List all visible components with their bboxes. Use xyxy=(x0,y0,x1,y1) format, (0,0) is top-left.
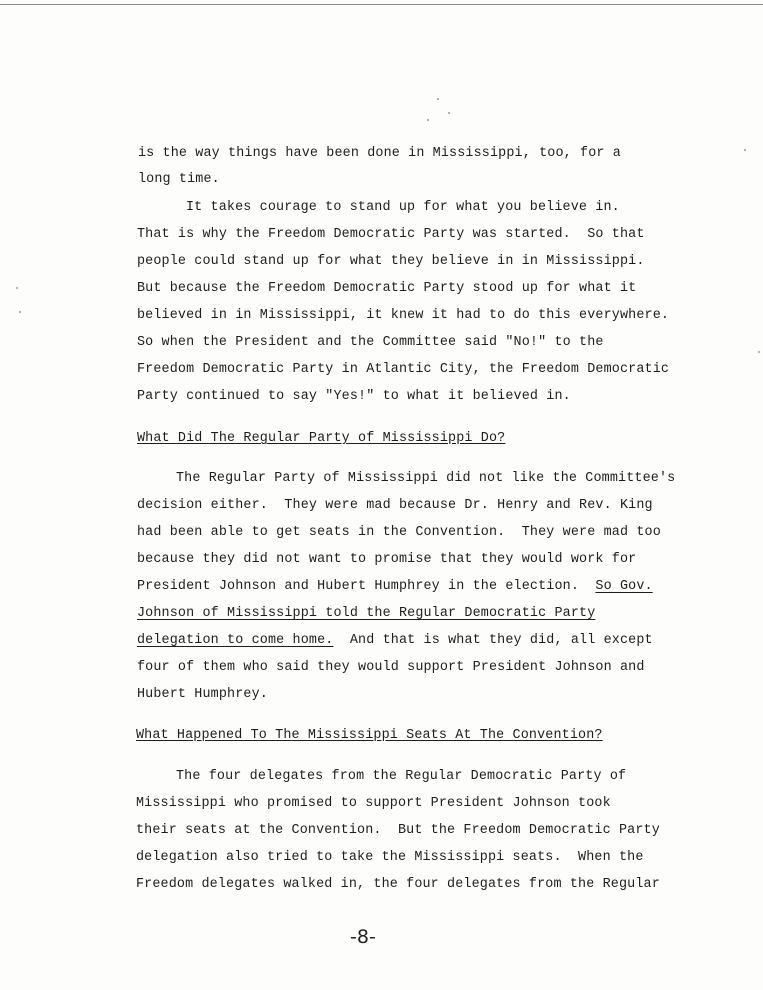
text-line xyxy=(137,633,653,649)
section-heading: What Happened To The Mississippi Seats At The Convention? xyxy=(136,728,603,743)
text-line: The Regular Party of Mississippi did not like the Committee's xyxy=(176,471,676,486)
text-line: because they did not want to promise that they would work for xyxy=(137,552,637,567)
text-segment: President Johnson and Hubert Humphrey in the election. xyxy=(137,579,596,594)
text-line: is the way things have been done in Mississippi, too, for a xyxy=(138,146,621,161)
text-line: So when the President and the Committee said "No!" to the xyxy=(137,335,604,350)
scan-speck xyxy=(427,119,429,121)
scan-speck xyxy=(16,287,18,289)
section-heading: What Did The Regular Party of Mississippi Do? xyxy=(137,431,506,446)
handwritten-underlined-text: delegation to come home. xyxy=(137,633,334,648)
scan-speck xyxy=(448,112,450,114)
handwritten-underlined-text: Johnson of Mississippi told the Regular Democratic Party xyxy=(137,606,596,621)
text-segment: And that is what they did, all except xyxy=(333,633,653,648)
text-line: delegation also tried to take the Mississippi seats. When the xyxy=(136,850,644,865)
text-line: their seats at the Convention. But the Freedom Democratic Party xyxy=(136,823,660,838)
text-line: long time. xyxy=(138,172,220,187)
text-line: Party continued to say "Yes!" to what it believed in. xyxy=(137,389,571,404)
page-number: -8- xyxy=(350,926,376,948)
text-line: That is why the Freedom Democratic Party was started. So that xyxy=(137,227,645,242)
text-line: Freedom delegates walked in, the four delegates from the Regular xyxy=(136,877,660,892)
text-line: four of them who said they would support President Johnson and xyxy=(137,660,645,675)
text-line: Mississippi who promised to support President Johnson took xyxy=(136,796,611,811)
text-line: people could stand up for what they believe in in Mississippi. xyxy=(137,254,645,269)
text-line xyxy=(137,579,653,595)
scan-speck xyxy=(744,149,746,151)
text-line: It takes courage to stand up for what you believe in. xyxy=(186,200,620,215)
text-line: The four delegates from the Regular Democratic Party of xyxy=(176,769,627,784)
top-edge-rule xyxy=(0,4,763,5)
scan-speck xyxy=(437,98,439,100)
text-line: Hubert Humphrey. xyxy=(137,687,268,702)
text-line: believed in in Mississippi, it knew it had to do this everywhere. xyxy=(137,308,670,323)
scan-speck xyxy=(19,311,21,313)
scan-speck xyxy=(758,351,760,353)
text-line: had been able to get seats in the Convention. They were mad too xyxy=(137,525,661,540)
text-line: But because the Freedom Democratic Party stood up for what it xyxy=(137,281,637,296)
text-line: Freedom Democratic Party in Atlantic City, the Freedom Democratic xyxy=(137,362,670,377)
text-line: decision either. They were mad because Dr. Henry and Rev. King xyxy=(137,498,653,513)
handwritten-underlined-text: So Gov. xyxy=(595,579,653,594)
